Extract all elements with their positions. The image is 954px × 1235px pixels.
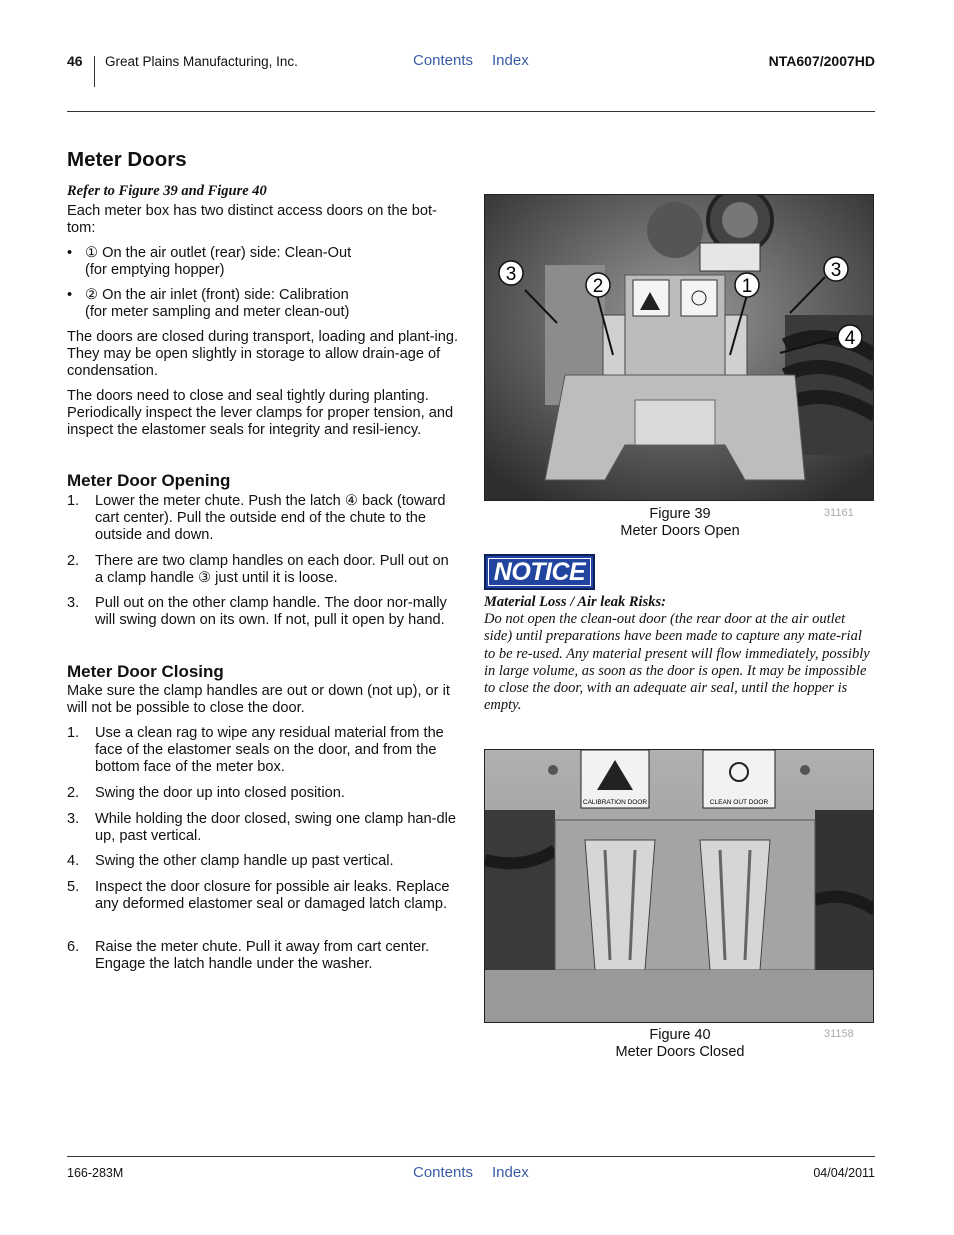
step-number: 1. [67,725,80,741]
paragraph: The doors need to close and seal tightly during planting. Periodically inspect the lever clamps for proper tension, and inspect the elastomer seals for integrity and resil-iency. [67,388,454,439]
figure-number: Figure 40 [649,1027,711,1043]
step-text: Inspect the door closure for possible air leaks. Replace any deformed elastomer seal or damaged latch clamp. [95,879,450,913]
figure-39-caption [580,506,780,540]
step-text: While holding the door closed, swing one clamp han-dle up, past vertical. [95,811,457,845]
header-rule [67,111,875,112]
footer-index-link[interactable]: Index [492,1164,529,1181]
notice-badge [484,554,595,590]
publication-date: 04/04/2011 [813,1166,875,1180]
callout-3-left: 3 [505,264,517,285]
step-number: 6. [67,939,80,955]
callout-1: 1 [741,276,753,297]
footer-contents-link[interactable]: Contents [413,1164,474,1181]
step-number: 3. [67,595,80,611]
step-number: 1. [67,493,80,509]
figure-40-caption [580,1027,780,1061]
paragraph: The doors are closed during transport, loading and plant-ing. They may be open slightly in storage to allow drain-age of condensation. [67,329,459,380]
step-number: 4. [67,853,80,869]
figure-40-id: 31158 [824,1028,854,1040]
step-text: Swing the door up into closed position. [95,785,345,801]
meter-doors-open-illustration [485,195,874,501]
step-text: Pull out on the other clamp handle. The door nor-mally will swing down on its own. If not, pull it open by hand. [95,595,447,629]
notice-label: NOTICE [493,558,586,586]
step-text: Lower the meter chute. Push the latch ④ back (toward cart center). Pull the outside end of the chute to the outside and down. [95,493,446,544]
opening-heading: Meter Door Opening [67,471,231,490]
callout-4: 4 [844,328,856,349]
document-number: 166-283M [67,1166,124,1180]
page-number: 46 [67,53,83,69]
step-text: Use a clean rag to wipe any residual material from the face of the elastomer seals on the door, and from the bottom face of the meter box. [95,725,444,776]
bullet-mark: • [67,245,73,261]
step-number: 2. [67,553,80,569]
model-number: NTA607/2007HD [768,53,875,69]
figure-40-photo [484,749,874,1023]
figure-39-id: 31161 [824,507,854,519]
callout-2: 2 [592,276,604,297]
clean-out-door-label: CLEAN OUT DOOR [709,799,769,806]
callout-3-right: 3 [830,260,842,281]
figure-title: Meter Doors Open [620,523,740,539]
closing-intro: Make sure the clamp handles are out or down (not up), or it will not be possible to close the door. [67,683,450,717]
notice-text: Do not open the clean-out door (the rear door at the air outlet side) until preparations have been made to capture any mate-rial to be re-used. Any material present will flow immediately, possibly in large volume, as soon as the door is open. It may be impossible to close the door, with an adequate air seal, until the hopper is empty. [484,611,870,714]
step-number: 2. [67,785,80,801]
step-text: Raise the meter chute. Pull it away from cart center. Engage the latch handle under the washer. [95,939,430,973]
figure-number: Figure 39 [649,506,711,522]
intro-paragraph: Each meter box has two distinct access doors on the bot-tom: [67,203,437,237]
calibration-door-label: CALIBRATION DOOR [582,799,648,806]
company-name: Great Plains Manufacturing, Inc. [105,54,298,69]
index-link[interactable]: Index [492,52,529,69]
figure-reference: Refer to Figure 39 and Figure 40 [67,183,267,199]
contents-link[interactable]: Contents [413,52,474,69]
section-title: Meter Doors [67,148,187,171]
figure-39-photo [484,194,874,501]
bullet-line: (for emptying hopper) [85,262,225,279]
step-number: 3. [67,811,80,827]
bullet-line: ① On the air outlet (rear) side: Clean-Out [85,245,352,261]
header-divider [94,56,95,87]
bullet-line: (for meter sampling and meter clean-out) [85,304,350,321]
step-text: Swing the other clamp handle up past vertical. [95,853,394,869]
bullet-mark: • [67,287,73,303]
step-text: There are two clamp handles on each door. Pull out on a clamp handle ③ just until it is loose. [95,553,449,587]
bullet-line: ② On the air inlet (front) side: Calibration [85,287,349,303]
closing-heading: Meter Door Closing [67,662,224,681]
figure-title: Meter Doors Closed [615,1044,745,1060]
meter-doors-closed-illustration [485,750,874,1023]
footer-rule [67,1156,875,1157]
step-number: 5. [67,879,80,895]
notice-heading: Material Loss / Air leak Risks: [484,594,666,610]
